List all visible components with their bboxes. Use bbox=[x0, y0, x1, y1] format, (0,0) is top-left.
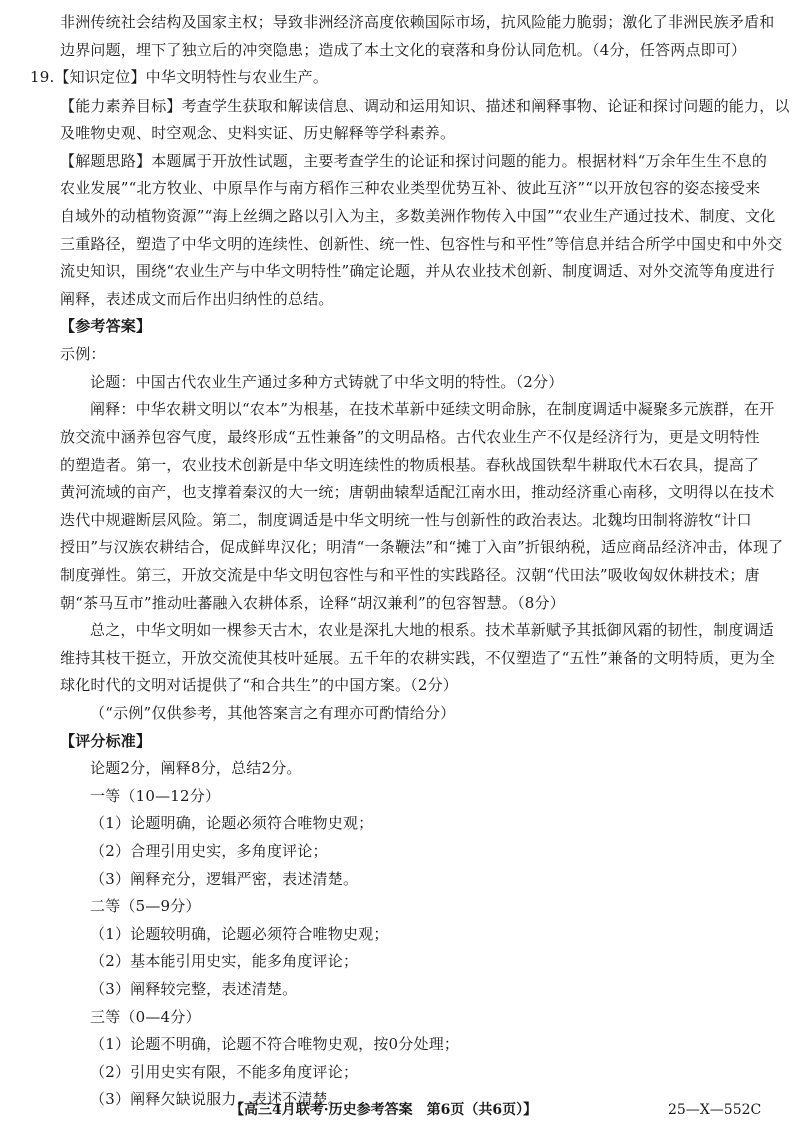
text-line: 【能力素养目标】考查学生获取和解读信息、调动和运用知识、描述和阐释事物、论证和探讨问题的能力，以 bbox=[60, 97, 790, 115]
text-line: 授田”与汉族农耕结合，促成鲜卑汉化；明清“一条鞭法”和“摊丁入亩”折银纳税，适应商品经济冲击，体现了 bbox=[60, 538, 784, 556]
text-line: 朝“茶马互市”推动吐蕃融入农耕体系，诠释“胡汉兼利”的包容智慧。（8分） bbox=[60, 594, 565, 612]
criterion-item: （3）阐释较完整，表述清楚。 bbox=[90, 980, 298, 998]
text-line: 的塑造者。第一，农业技术创新是中华文明连续性的物质根基。春秋战国铁犁牛耕取代木石农具，提高了 bbox=[60, 456, 760, 474]
text-line: 论题2分，阐释8分，总结2分。 bbox=[90, 759, 302, 777]
criterion-item: （1）论题较明确，论题必须符合唯物史观； bbox=[90, 925, 389, 943]
question-19-heading: 19.【知识定位】中华文明特性与农业生产。 bbox=[30, 68, 329, 86]
text-line: 迭代中规避断层风险。第二，制度调适是中华文明统一性与创新性的政治表达。北魏均田制将游牧“计口 bbox=[60, 511, 752, 529]
text-line: 总之，中华文明如一棵参天古木，农业是深扎大地的根系。技术革新赋予其抵御风霜的韧性，制度调适 bbox=[90, 621, 775, 639]
grade-heading: 二等（5—9分） bbox=[90, 897, 201, 915]
text-line: 自域外的动植物资源”“海上丝绸之路以引入为主，多数美洲作物传入中国”“农业生产通过技术、制度、文化 bbox=[60, 207, 776, 225]
text-line: 维持其枝干挺立，开放交流使其枝叶延展。五千年的农耕实践，不仅塑造了“五性”兼备的文明特质，更为全 bbox=[60, 649, 775, 667]
text-line: 【解题思路】本题属于开放性试题，主要考查学生的论证和探讨问题的能力。根据材料“万余年生生不息的 bbox=[60, 152, 768, 170]
footer-doc-code: 25—X—552C bbox=[668, 1102, 762, 1118]
criterion-item: （1）论题明确，论题必须符合唯物史观； bbox=[90, 814, 374, 832]
text-line: 农业发展”“北方牧业、中原旱作与南方稻作三种农业类型优势互补、彼此互济”“以开放包容的姿态接受来 bbox=[60, 179, 761, 197]
grade-heading: 一等（10—12分） bbox=[90, 787, 221, 805]
criterion-item: （2）基本能引用史实，能多角度评论； bbox=[90, 952, 359, 970]
text-line: 示例： bbox=[60, 345, 106, 363]
section-heading: 【参考答案】 bbox=[60, 317, 152, 335]
text-line: 黄河流域的亩产，也支撑着秦汉的大一统；唐朝曲辕犁适配江南水田，推动经济重心南移，文明得以在技术 bbox=[60, 483, 775, 501]
footer-page-info: 【高三4月联考·历史参考答案 第6页（共6页）】 bbox=[230, 1102, 538, 1118]
text-line: 阐释：中华农耕文明以“农本”为根基，在技术革新中延续文明命脉，在制度调适中凝聚多元族群，在开 bbox=[90, 400, 775, 418]
text-line: 非洲传统社会结构及国家主权；导致非洲经济高度依赖国际市场，抗风险能力脆弱；激化了非洲民族矛盾和 bbox=[60, 13, 775, 31]
section-heading: 【评分标准】 bbox=[60, 732, 152, 750]
text-line: 阐释，表述成文而后作出归纳性的总结。 bbox=[60, 290, 334, 308]
text-line: 流史知识，围绕“农业生产与中华文明特性”确定论题，并从农业技术创新、制度调适、对外交流等角度进行 bbox=[60, 262, 775, 280]
criterion-item: （3）阐释欠缺说服力，表述不清楚。 bbox=[90, 1090, 343, 1108]
text-line: （“示例”仅供参考，其他答案言之有理亦可酌情给分） bbox=[90, 704, 456, 722]
text-line: 三重路径，塑造了中华文明的连续性、创新性、统一性、包容性与和平性”等信息并结合所学中国史和中外交 bbox=[60, 235, 783, 253]
grade-heading: 三等（0—4分） bbox=[90, 1008, 201, 1026]
criterion-item: （3）阐释充分，逻辑严密，表述清楚。 bbox=[90, 870, 359, 888]
text-line: 球化时代的文明对话提供了“和合共生”的中国方案。（2分） bbox=[60, 676, 458, 694]
criterion-item: （2）合理引用史实，多角度评论； bbox=[90, 842, 328, 860]
criterion-item: （1）论题不明确，论题不符合唯物史观，按0分处理； bbox=[90, 1035, 460, 1053]
criterion-item: （2）引用史实有限，不能多角度评论； bbox=[90, 1063, 359, 1081]
text-line: 论题：中国古代农业生产通过多种方式铸就了中华文明的特性。（2分） bbox=[90, 373, 564, 391]
text-line: 放交流中涵养包容气度，最终形成“五性兼备”的文明品格。古代农业生产不仅是经济行为，更是文明特性 bbox=[60, 428, 760, 446]
text-line: 边界问题，埋下了独立后的冲突隐患；造成了本土文化的衰落和身份认同危机。（4分，任答两点即可） bbox=[60, 41, 747, 59]
text-line: 制度弹性。第三，开放交流是中华文明包容性与和平性的实践路径。汉朝“代田法”吸收匈奴休耕技术；唐 bbox=[60, 566, 760, 584]
text-line: 及唯物史观、时空观念、史料实证、历史解释等学科素养。 bbox=[60, 124, 456, 142]
